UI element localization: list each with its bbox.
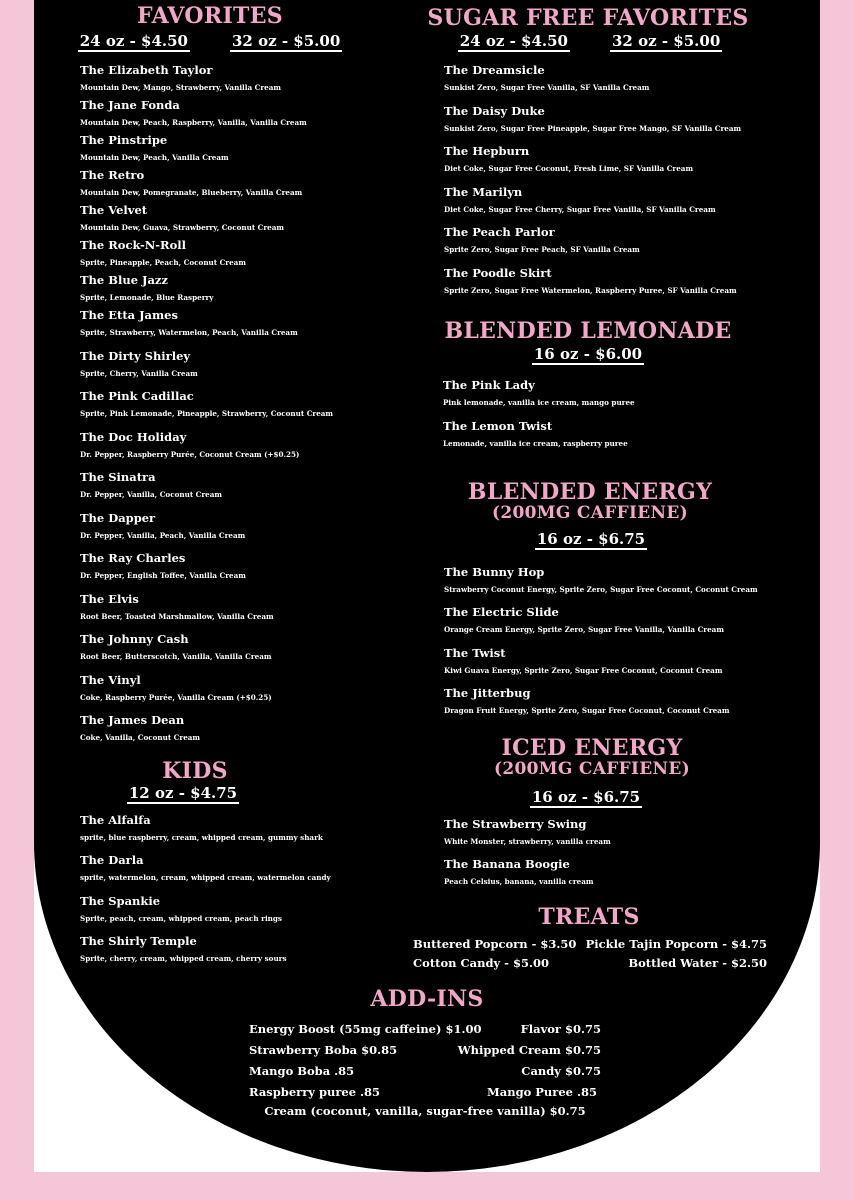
menu-item [80,632,271,661]
sugar-free-title: SUGAR FREE FAVORITES [427,5,749,31]
menu-item [80,63,281,92]
item-description: sprite, watermelon, cream, whipped cream, watermelon candy [80,873,331,882]
item-name: The Jane Fonda [80,98,180,112]
treat-item: Buttered Popcorn - $3.50 [413,937,577,951]
menu-item [444,63,649,92]
item-description: Sunkist Zero, Sugar Free Pineapple, Sugar Free Mango, SF Vanilla Cream [444,124,742,133]
item-name: The Pink Cadillac [80,389,194,403]
item-name: The Velvet [80,203,148,217]
item-description: Root Beer, Toasted Marshmallow, Vanilla Cream [80,612,274,621]
item-name: The Poodle Skirt [444,266,552,280]
item-name: The Jitterbug [444,686,531,700]
item-name: The Blue Jazz [80,273,168,287]
kids-title: KIDS [162,758,228,784]
item-description: Root Beer, Butterscotch, Vanilla, Vanilla Cream [80,652,272,661]
sugar-free-price-24oz: 24 oz - $4.50 [459,32,568,50]
item-description: Sunkist Zero, Sugar Free Vanilla, SF Vanilla Cream [444,83,650,92]
lemonade-price-text: 16 oz - $6.00 [533,345,643,363]
item-name: The Johnny Cash [80,632,189,646]
kids-price-text: 12 oz - $4.75 [128,784,238,802]
blended-energy-price [503,530,679,548]
item-name: The Marilyn [444,185,523,199]
item-name: The Darla [80,853,144,867]
blended-energy-subtitle: (200MG CAFFIENE) [492,503,688,523]
addins-row [249,1061,601,1082]
item-description: Dr. Pepper, Raspberry Purée, Coconut Cream (+$0.25) [80,450,300,459]
item-description: Sprite, Lemonade, Blue Rasperry [80,293,214,302]
item-name: The Elvis [80,592,139,606]
favorites-price-24oz: 24 oz - $4.50 [79,32,188,50]
treats-row [413,954,767,973]
treat-item: Cotton Candy - $5.00 [413,956,549,970]
favorites-title: FAVORITES [137,3,283,29]
item-description: Orange Cream Energy, Sprite Zero, Sugar Free Vanilla, Vanilla Cream [444,625,724,634]
item-name: The Dreamsicle [444,63,545,77]
item-description: sprite, blue raspberry, cream, whipped cream, gummy shark [80,833,323,842]
menu-item [80,894,282,923]
menu-item [444,686,729,715]
item-name: The Etta James [80,308,178,322]
addin-item: Energy Boost (55mg caffeine) $1.00 [249,1022,482,1036]
item-description: Strawberry Coconut Energy, Sprite Zero, Sugar Free Coconut, Coconut Cream [444,585,758,594]
item-description: Mountain Dew, Mango, Strawberry, Vanilla Cream [80,83,282,92]
item-description: Dr. Pepper, English Toffee, Vanilla Cream [80,571,246,580]
item-name: The Dirty Shirley [80,349,191,363]
item-description: Mountain Dew, Peach, Vanilla Cream [80,153,229,162]
addin-item: Raspberry puree .85 [249,1085,381,1099]
item-name: The Twist [444,646,506,660]
item-name: The Ray Charles [80,551,186,565]
item-name: The Shirly Temple [80,934,197,948]
menu-item [80,511,245,540]
item-name: The Pinstripe [80,133,168,147]
addin-item: Candy $0.75 [521,1064,601,1078]
item-description: Mountain Dew, Pomegranate, Blueberry, Vanilla Cream [80,188,303,197]
blended-energy-title [460,480,720,523]
addins-row [249,1082,601,1103]
treats-row [413,935,767,954]
addins-footer: Cream (coconut, vanilla, sugar-free vanilla) $0.75 [264,1104,586,1118]
iced-energy-price [498,788,674,806]
item-description: Coke, Vanilla, Coconut Cream [80,733,201,742]
favorites-prices [60,32,360,52]
menu-item [444,646,722,675]
menu-item [80,133,229,162]
item-name: The Electric Slide [444,605,559,619]
menu-item [443,419,628,448]
menu-item [80,673,272,702]
item-name: The Hepburn [444,144,530,158]
menu-item [80,308,298,337]
menu-item [80,934,287,963]
menu-item [444,225,640,254]
item-description: Mountain Dew, Peach, Raspberry, Vanilla, Vanilla Cream [80,118,307,127]
item-description: Sprite, Pineapple, Peach, Coconut Cream [80,258,246,267]
blended-energy-heading: BLENDED ENERGY [467,479,713,505]
menu-item [444,565,758,594]
item-description: Sprite, Pink Lemonade, Pineapple, Strawberry, Coconut Cream [80,409,334,418]
item-name: The Rock-N-Roll [80,238,186,252]
addins-title: ADD-INS [370,986,484,1012]
item-description: Sprite, Cherry, Vanilla Cream [80,369,198,378]
lemonade-title: BLENDED LEMONADE [444,318,732,344]
treat-item: Pickle Tajin Popcorn - $4.75 [585,937,767,951]
addins-list [249,1019,601,1103]
item-name: The Dapper [80,511,156,525]
menu-item [80,430,299,459]
menu-item [80,813,323,842]
item-description: Diet Coke, Sugar Free Coconut, Fresh Lime, SF Vanilla Cream [444,164,694,173]
menu-item [80,592,274,621]
item-name: The Strawberry Swing [444,817,587,831]
item-name: The Bunny Hop [444,565,545,579]
item-description: Dragon Fruit Energy, Sprite Zero, Sugar Free Coconut, Coconut Cream [444,706,730,715]
sugar-free-prices [440,32,740,52]
sugar-free-price-32oz: 32 oz - $5.00 [612,32,721,50]
item-description: Mountain Dew, Guava, Strawberry, Coconut Cream [80,223,285,232]
menu-item [80,98,307,127]
menu-item [80,853,331,882]
item-description: Diet Coke, Sugar Free Cherry, Sugar Free Vanilla, SF Vanilla Cream [444,205,716,214]
item-description: Peach Celsius, banana, vanilla cream [444,877,594,886]
item-description: Sprite, peach, cream, whipped cream, peach rings [80,914,282,923]
menu-item [444,144,693,173]
addin-item: Flavor $0.75 [520,1022,601,1036]
iced-energy-heading: ICED ENERGY [501,735,683,761]
treats-title: TREATS [538,904,640,930]
item-name: The Elizabeth Taylor [80,63,213,77]
addin-item: Whipped Cream $0.75 [457,1043,601,1057]
item-description: Sprite Zero, Sugar Free Peach, SF Vanilla Cream [444,245,640,254]
item-description: Kiwi Guava Energy, Sprite Zero, Sugar Free Coconut, Coconut Cream [444,666,723,675]
menu-item [80,273,213,302]
addin-item: Mango Boba .85 [249,1064,355,1078]
iced-energy-title [480,736,704,779]
addins-row [249,1019,601,1040]
iced-energy-subtitle: (200MG CAFFIENE) [494,759,690,779]
item-description: Lemonade, vanilla ice cream, raspberry puree [443,439,628,448]
addins-row [249,1040,601,1061]
blended-energy-price-text: 16 oz - $6.75 [536,530,646,548]
menu-item [80,551,246,580]
addin-item: Strawberry Boba $0.85 [249,1043,398,1057]
item-name: The Retro [80,168,145,182]
menu-item [80,470,222,499]
item-name: The Alfalfa [80,813,151,827]
item-name: The Pink Lady [443,378,535,392]
addin-item: Mango Puree .85 [487,1085,597,1099]
menu-item [80,389,333,418]
menu-item [80,349,198,378]
treat-item: Bottled Water - $2.50 [628,956,767,970]
item-name: The Banana Boogie [444,857,570,871]
iced-energy-price-text: 16 oz - $6.75 [531,788,641,806]
item-name: The Vinyl [80,673,141,687]
menu-item [80,238,246,267]
item-name: The James Dean [80,713,185,727]
item-name: The Spankie [80,894,161,908]
item-description: Coke, Raspberry Purée, Vanilla Cream (+$0.25) [80,693,272,702]
menu-item [444,605,724,634]
menu-item [444,857,593,886]
item-description: Dr. Pepper, Vanilla, Peach, Vanilla Cream [80,531,246,540]
item-description: Dr. Pepper, Vanilla, Coconut Cream [80,490,222,499]
menu-item [444,185,716,214]
item-name: The Lemon Twist [443,419,553,433]
menu-item [444,104,741,133]
item-description: Sprite, cherry, cream, whipped cream, cherry sours [80,954,287,963]
item-description: White Monster, strawberry, vanilla cream [444,837,611,846]
item-name: The Daisy Duke [444,104,545,118]
menu-item [443,378,635,407]
menu-item [80,168,302,197]
kids-price [95,784,271,802]
treats-list [413,935,767,973]
favorites-price-32oz: 32 oz - $5.00 [232,32,341,50]
menu-item [444,817,611,846]
item-description: Pink lemonade, vanilla ice cream, mango puree [443,398,635,407]
item-name: The Peach Parlor [444,225,555,239]
menu-item [80,713,200,742]
item-name: The Doc Holiday [80,430,187,444]
menu-item [80,203,284,232]
menu-item [444,266,737,295]
item-name: The Sinatra [80,470,156,484]
lemonade-price [500,345,676,363]
item-description: Sprite Zero, Sugar Free Watermelon, Raspberry Puree, SF Vanilla Cream [444,286,737,295]
item-description: Sprite, Strawberry, Watermelon, Peach, Vanilla Cream [80,328,298,337]
